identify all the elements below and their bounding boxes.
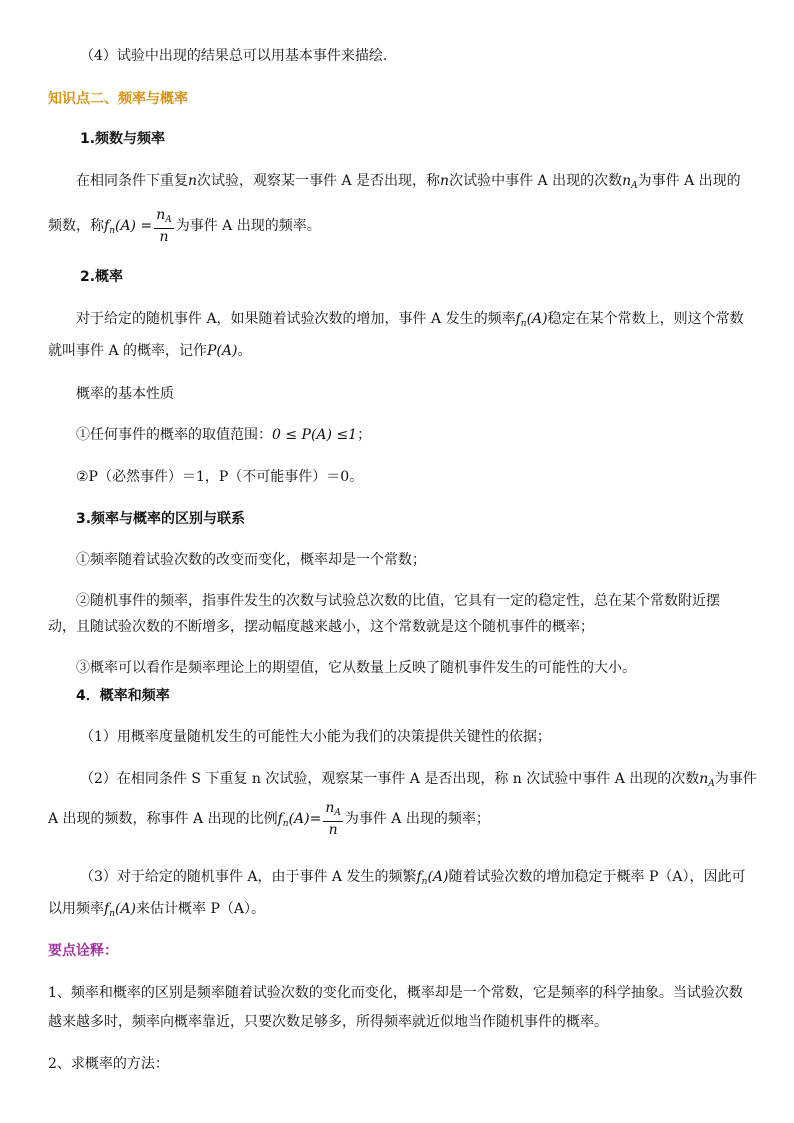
- difference-item-3: ③概率可以看作是频率理论上的期望值，它从数量上反映了随机事件发生的可能性的大小。: [76, 660, 636, 676]
- notes-heading: 要点诠释：: [48, 943, 118, 959]
- difference-item-2-line2: 动，且随试验次数的不断增多，摆动幅度越来越小，这个常数就是这个随机事件的概率；: [48, 619, 594, 635]
- paragraph-probability-line1: 对于给定的随机事件 A，如果随着试验次数的增加，事件 A 发生的频率$f_n(A)$稳定在某个常数上，则这个常数: [76, 311, 744, 329]
- section-heading: 知识点二、频率与概率: [48, 91, 188, 107]
- note-1-line1: 1、频率和概率的区别是频率随着试验次数的变化而变化，概率却是一个常数，它是频率的科学抽象。当试验次数: [48, 985, 743, 1001]
- note-2: 2、求概率的方法：: [48, 1056, 169, 1072]
- pf-item-1: （1）用概率度量随机发生的可能性大小能为我们的决策提供关键性的依据；: [80, 729, 551, 745]
- property-range: ①任何事件的概率的取值范围：0 ≤ P(A) ≤1；: [76, 427, 372, 443]
- subheading-probability: 2.概率: [80, 269, 124, 285]
- fraction-nA-over-n: $\frac{n_A}{n}$: [156, 207, 172, 245]
- property-certain-impossible: ②P（必然事件）＝1，P（不可能事件）＝0。: [76, 469, 364, 485]
- fraction-nA-over-n-2: $\frac{n_A}{n}$: [325, 800, 341, 838]
- paragraph-item-4: （4）试验中出现的结果总可以用基本事件来描绘.: [80, 48, 388, 64]
- paragraph-frequency-line2: 频数，称$f_n(A)$ = $\frac{n_A}{n}$ 为事件 A 出现的频率。: [48, 207, 321, 245]
- note-1-line2: 越来越多时，频率向概率靠近，只要次数足够多，所得频率就近似地当作随机事件的概率。: [48, 1014, 608, 1030]
- pf-item-3-line2: 以用频率$f_n(A)$来估计概率 P（A）。: [48, 901, 266, 919]
- pf-item-2-line1: （2）在相同条件 S 下重复 n 次试验，观察某一事件 A 是否出现，称 n 次试验中事件 A 出现的次数$n_A$为事件: [80, 771, 757, 789]
- subheading-probability-frequency: 4．概率和频率: [76, 688, 170, 704]
- basic-properties-label: 概率的基本性质: [76, 386, 174, 402]
- paragraph-probability-line2: 就叫事件 A 的概率，记作P(A)。: [48, 343, 252, 359]
- difference-item-1: ①频率随着试验次数的改变而变化，概率却是一个常数；: [76, 552, 426, 568]
- difference-item-2-line1: ②随机事件的频率，指事件发生的次数与试验总次数的比值，它具有一定的稳定性，总在某个常数附近摆: [76, 593, 720, 609]
- pf-item-3-line1: （3）对于给定的随机事件 A，由于事件 A 发生的频繁$f_n(A)$随着试验次数的增加稳定于概率 P（A），因此可: [80, 869, 746, 887]
- paragraph-frequency-line1: 在相同条件下重复n次试验，观察某一事件 A 是否出现，称n次试验中事件 A 出现的次数$n_A$为事件 A 出现的: [76, 173, 741, 191]
- pf-item-2-line2: A 出现的频数，称事件 A 出现的比例$f_n(A)=$ $\frac{n_A}{n}$ 为事件 A 出现的频率；: [48, 800, 490, 838]
- subheading-frequency-count: 1.频数与频率: [80, 131, 166, 147]
- subheading-difference: 3.频率与概率的区别与联系: [76, 511, 246, 527]
